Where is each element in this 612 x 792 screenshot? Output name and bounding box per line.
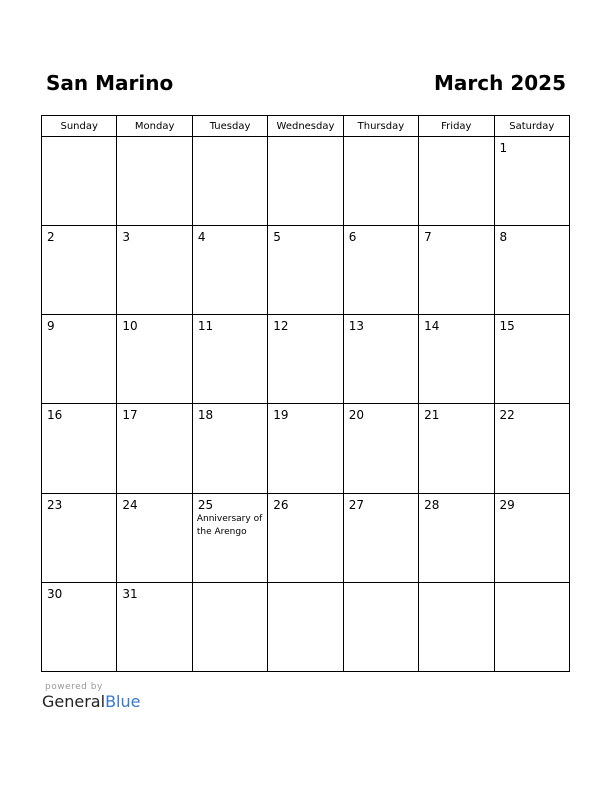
holiday-label: Anniversary of the Arengo <box>196 513 263 537</box>
day-number: 18 <box>197 408 214 423</box>
day-cell <box>268 493 343 582</box>
day-cell <box>42 315 117 404</box>
day-cell <box>192 315 267 404</box>
day-cell <box>343 315 418 404</box>
day-cell <box>192 226 267 315</box>
day-number: 20 <box>348 408 364 423</box>
day-cell <box>419 315 494 404</box>
powered-by-label: powered by <box>45 682 103 692</box>
day-cell <box>494 404 569 493</box>
empty-day-cell <box>343 582 418 671</box>
day-number: 31 <box>122 586 138 601</box>
day-cell <box>42 226 117 315</box>
day-number: 6 <box>348 230 357 245</box>
day-number: 4 <box>197 230 206 245</box>
week-row <box>42 226 570 315</box>
day-number: 9 <box>47 319 55 334</box>
empty-day-cell <box>268 137 343 226</box>
day-number: 16 <box>47 408 63 423</box>
day-number: 12 <box>273 319 289 334</box>
day-number: 23 <box>47 497 63 512</box>
day-cell <box>192 493 267 582</box>
weekday-header: Wednesday <box>268 116 343 137</box>
day-number: 29 <box>499 497 515 512</box>
empty-day-cell <box>192 582 267 671</box>
day-cell <box>192 404 267 493</box>
day-number: 1 <box>499 141 508 155</box>
day-cell <box>494 137 569 226</box>
weekday-header: Sunday <box>42 116 117 137</box>
empty-day-cell <box>268 582 343 671</box>
day-number: 24 <box>122 497 138 512</box>
day-cell <box>494 493 569 582</box>
day-cell <box>343 226 418 315</box>
empty-day-cell <box>343 137 418 226</box>
day-cell <box>117 315 192 404</box>
empty-day-cell <box>42 137 117 226</box>
weekday-header-row <box>42 116 570 137</box>
day-cell <box>42 404 117 493</box>
empty-day-cell <box>494 582 569 671</box>
day-number: 21 <box>424 408 440 423</box>
brand-logo[interactable] <box>42 692 140 712</box>
week-row <box>42 137 570 226</box>
day-cell <box>343 404 418 493</box>
weekday-header: Tuesday <box>192 116 267 137</box>
day-cell <box>494 315 569 404</box>
day-number: 8 <box>499 230 508 245</box>
day-cell <box>419 493 494 582</box>
day-cell <box>268 226 343 315</box>
day-number: 10 <box>122 319 138 334</box>
brand-name-general: General <box>42 692 106 711</box>
day-cell <box>494 226 569 315</box>
day-number: 27 <box>348 497 364 512</box>
day-number: 7 <box>424 230 432 245</box>
week-row <box>42 493 570 582</box>
day-cell <box>117 493 192 582</box>
day-number: 3 <box>122 230 131 245</box>
weekday-header: Friday <box>419 116 494 137</box>
day-number: 28 <box>424 497 440 512</box>
day-number: 22 <box>499 408 515 423</box>
week-row <box>42 404 570 493</box>
empty-day-cell <box>192 137 267 226</box>
day-cell <box>268 315 343 404</box>
day-number: 17 <box>122 408 138 423</box>
day-number: 5 <box>273 230 281 245</box>
day-number: 15 <box>499 319 515 334</box>
day-number: 19 <box>273 408 289 423</box>
footer-branding <box>42 682 140 712</box>
empty-day-cell <box>419 137 494 226</box>
week-row <box>42 315 570 404</box>
weekday-header: Thursday <box>343 116 418 137</box>
country-title: San Marino <box>46 71 174 95</box>
day-cell <box>42 493 117 582</box>
day-cell <box>419 226 494 315</box>
day-cell <box>42 582 117 671</box>
day-number: 25 <box>197 497 214 512</box>
day-number: 26 <box>273 497 289 512</box>
day-cell <box>117 404 192 493</box>
calendar-header <box>46 71 566 97</box>
empty-day-cell <box>419 582 494 671</box>
day-number: 14 <box>424 319 440 334</box>
week-row <box>42 582 570 671</box>
weekday-header: Saturday <box>494 116 569 137</box>
day-number: 2 <box>47 230 55 245</box>
calendar-grid <box>41 115 570 672</box>
day-number: 11 <box>197 319 214 334</box>
day-cell <box>117 226 192 315</box>
empty-day-cell <box>117 137 192 226</box>
day-cell <box>117 582 192 671</box>
day-cell <box>343 493 418 582</box>
weekday-header: Monday <box>117 116 192 137</box>
brand-name-blue: Blue <box>105 692 141 711</box>
month-year-title: March 2025 <box>434 71 566 95</box>
day-number: 13 <box>348 319 364 334</box>
day-number: 30 <box>47 586 63 601</box>
day-cell <box>268 404 343 493</box>
day-cell <box>419 404 494 493</box>
